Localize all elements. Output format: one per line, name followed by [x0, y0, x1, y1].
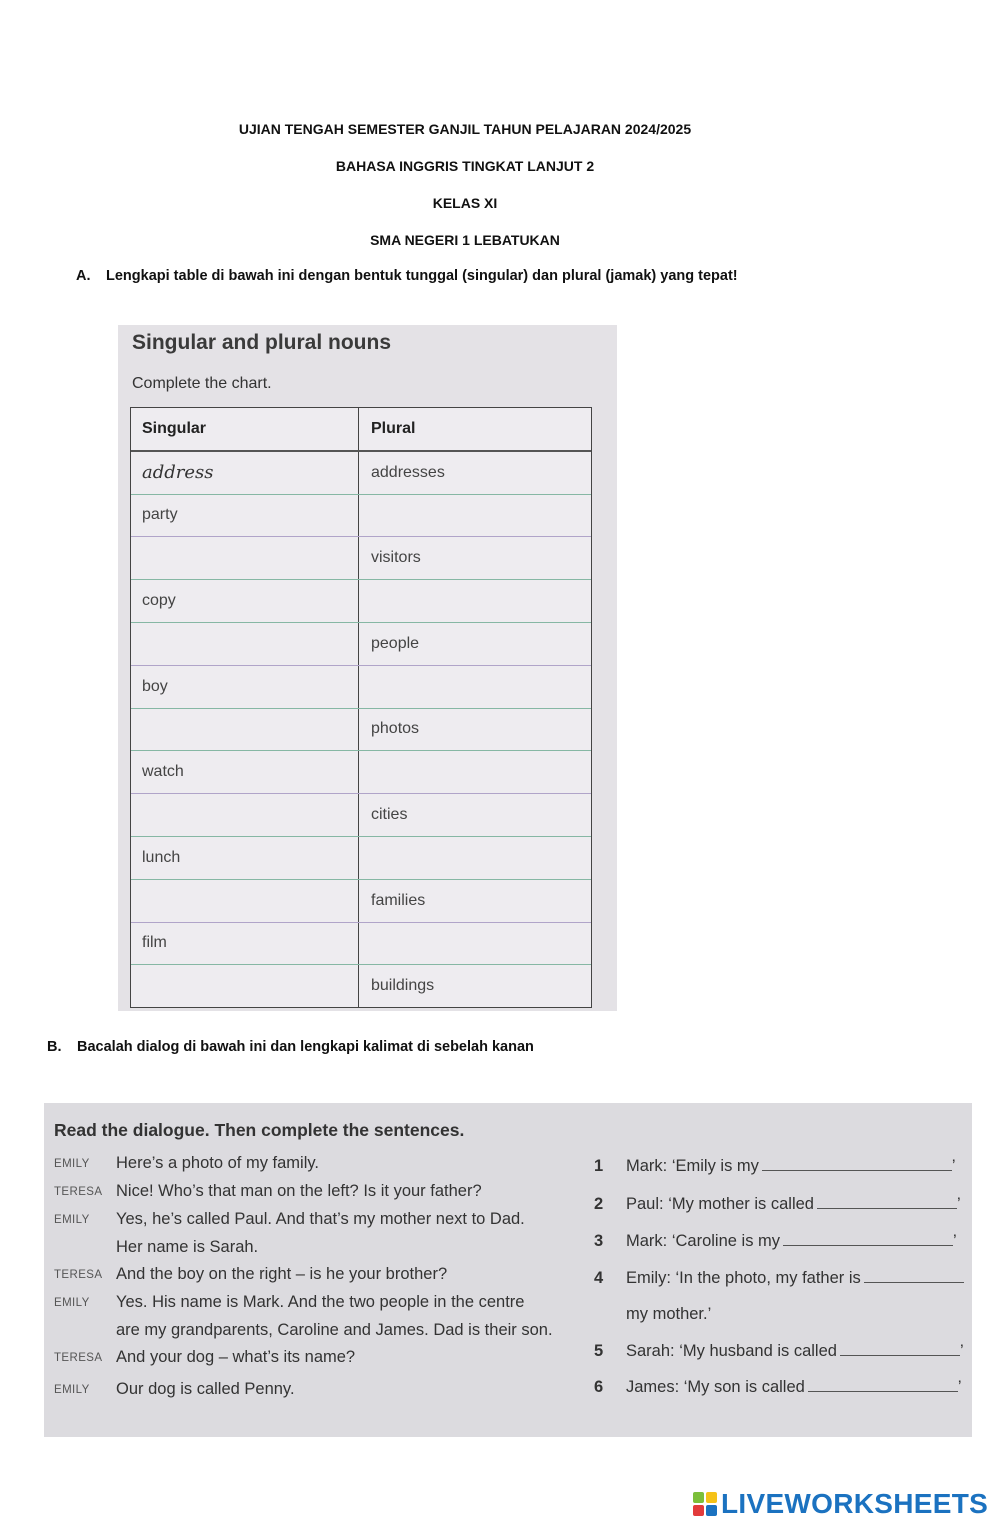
plural-cell — [360, 666, 591, 708]
brand-name: LIVEWORKSHEETS — [721, 1488, 989, 1519]
table-row — [131, 837, 591, 880]
table-row — [131, 923, 591, 966]
sentence-number: 6 — [594, 1378, 604, 1396]
dialogue-title: Read the dialogue. Then complete the sentences. — [54, 1120, 465, 1140]
table-row — [131, 580, 591, 623]
liveworksheets-logo-icon — [693, 1492, 717, 1516]
answer-blank[interactable] — [864, 1268, 964, 1283]
sentence-text: Mark: ‘Caroline is my — [626, 1232, 781, 1250]
exam-title: UJIAN TENGAH SEMESTER GANJIL TAHUN PELAJARAN 2024/2025 — [238, 121, 692, 137]
table-row — [131, 794, 591, 837]
dialogue-text: Yes. His name is Mark. And the two people in the centre — [116, 1293, 525, 1311]
table-row — [131, 666, 591, 709]
singular-cell — [131, 794, 359, 836]
table-row — [131, 495, 591, 538]
sentence-end: ’ — [953, 1232, 957, 1250]
table-row — [131, 965, 591, 1007]
plural-cell: visitors — [371, 549, 421, 567]
table-header-row — [131, 408, 591, 452]
sentence-number: 5 — [594, 1342, 604, 1360]
singular-cell: lunch — [131, 837, 359, 879]
subject-title: BAHASA INGGRIS TINGKAT LANJUT 2 — [335, 158, 595, 174]
sentence-item — [594, 1268, 964, 1288]
section-b-text: Bacalah dialog di bawah ini dan lengkapi kalimat di sebelah kanan — [77, 1039, 534, 1055]
plural-cell — [360, 923, 591, 965]
speaker-label: TERESA — [54, 1186, 103, 1198]
sentence-text: Sarah: ‘My husband is called — [626, 1342, 837, 1360]
plural-cell: people — [371, 634, 420, 652]
noun-table — [130, 407, 592, 1008]
sentence-text: Emily: ‘In the photo, my father is — [626, 1269, 861, 1287]
table-row — [131, 751, 591, 794]
plural-cell — [360, 751, 591, 793]
answer-blank[interactable] — [808, 1377, 958, 1392]
singular-cell: copy — [131, 580, 359, 622]
singular-plural-chart-image — [118, 325, 617, 1011]
dialogue-text: Our dog is called Penny. — [116, 1380, 295, 1398]
dialogue-text: Her name is Sarah. — [116, 1238, 259, 1256]
section-a-instruction — [76, 268, 738, 284]
dialogue-text: Here’s a photo of my family. — [116, 1154, 319, 1172]
sentence-number: 2 — [594, 1195, 604, 1213]
chart-subtitle: Complete the chart. — [132, 375, 272, 392]
singular-cell: address — [131, 452, 359, 494]
liveworksheets-logo — [693, 1488, 988, 1520]
sentence-text: Paul: ‘My mother is called — [626, 1195, 814, 1213]
plural-cell: addresses — [371, 463, 445, 481]
speaker-label: TERESA — [54, 1352, 103, 1364]
column-header-plural: Plural — [371, 419, 416, 437]
table-row — [131, 709, 591, 752]
plural-cell — [360, 837, 591, 879]
section-b-instruction — [47, 1039, 534, 1055]
singular-cell: film — [131, 923, 359, 965]
sentence-text: Mark: ‘Emily is my — [626, 1157, 759, 1175]
plural-cell — [360, 495, 591, 537]
answer-blank[interactable] — [817, 1194, 957, 1209]
sentence-number: 4 — [594, 1269, 604, 1287]
answer-blank[interactable] — [783, 1231, 953, 1246]
singular-cell: party — [131, 495, 359, 537]
dialogue-text: And the boy on the right – is he your brother? — [116, 1265, 448, 1283]
sentence-item — [594, 1377, 961, 1397]
sentence-end: ’ — [957, 1195, 961, 1213]
sentence-number: 1 — [594, 1157, 604, 1175]
section-a-letter: A. — [76, 268, 91, 284]
speaker-label: EMILY — [54, 1158, 90, 1170]
sentence-item — [594, 1341, 964, 1361]
dialogue-text: Nice! Who’s that man on the left? Is it your father? — [116, 1182, 482, 1200]
speaker-label: EMILY — [54, 1384, 90, 1396]
plural-cell — [360, 580, 591, 622]
sentence-item — [594, 1231, 957, 1251]
chart-title: Singular and plural nouns — [132, 331, 392, 354]
column-header-singular: Singular — [131, 408, 359, 450]
table-row — [131, 452, 591, 495]
sentence-item — [594, 1156, 956, 1176]
section-b-letter: B. — [47, 1039, 62, 1055]
section-a-text: Lengkapi table di bawah ini dengan bentuk tunggal (singular) dan plural (jamak) yang tepat! — [106, 268, 738, 284]
class-title: KELAS XI — [432, 195, 498, 211]
answer-blank[interactable] — [762, 1156, 952, 1171]
sentence-end: ’ — [951, 1157, 956, 1175]
speaker-label: EMILY — [54, 1214, 90, 1226]
plural-cell: cities — [371, 806, 408, 824]
school-title: SMA NEGERI 1 LEBATUKAN — [370, 232, 560, 248]
singular-cell — [131, 537, 359, 579]
singular-cell: boy — [131, 666, 359, 708]
sentence-text: James: ‘My son is called — [626, 1378, 805, 1396]
speaker-label: TERESA — [54, 1269, 103, 1281]
dialogue-text: And your dog – what’s its name? — [116, 1348, 356, 1366]
speaker-label: EMILY — [54, 1297, 90, 1309]
sentence-end: ’ — [957, 1378, 962, 1396]
plural-cell: photos — [371, 720, 420, 738]
table-row — [131, 537, 591, 580]
plural-cell: buildings — [371, 977, 435, 995]
sentence-text: my mother.’ — [626, 1305, 712, 1323]
singular-cell — [131, 880, 359, 922]
sentence-end: ’ — [959, 1342, 964, 1360]
singular-cell — [131, 965, 359, 1007]
singular-cell: watch — [131, 751, 359, 793]
plural-cell: families — [371, 891, 426, 909]
answer-blank[interactable] — [840, 1341, 960, 1356]
sentence-number: 3 — [594, 1232, 604, 1250]
dialogue-text: Yes, he’s called Paul. And that’s my mother next to Dad. — [116, 1210, 525, 1228]
table-row — [131, 880, 591, 923]
singular-cell — [131, 623, 359, 665]
dialogue-image — [44, 1103, 972, 1437]
singular-cell — [131, 709, 359, 751]
sentence-item — [594, 1194, 961, 1214]
sentence-item — [594, 1305, 711, 1324]
dialogue-text: are my grandparents, Caroline and James. Dad is their son. — [116, 1321, 553, 1339]
table-row — [131, 623, 591, 666]
